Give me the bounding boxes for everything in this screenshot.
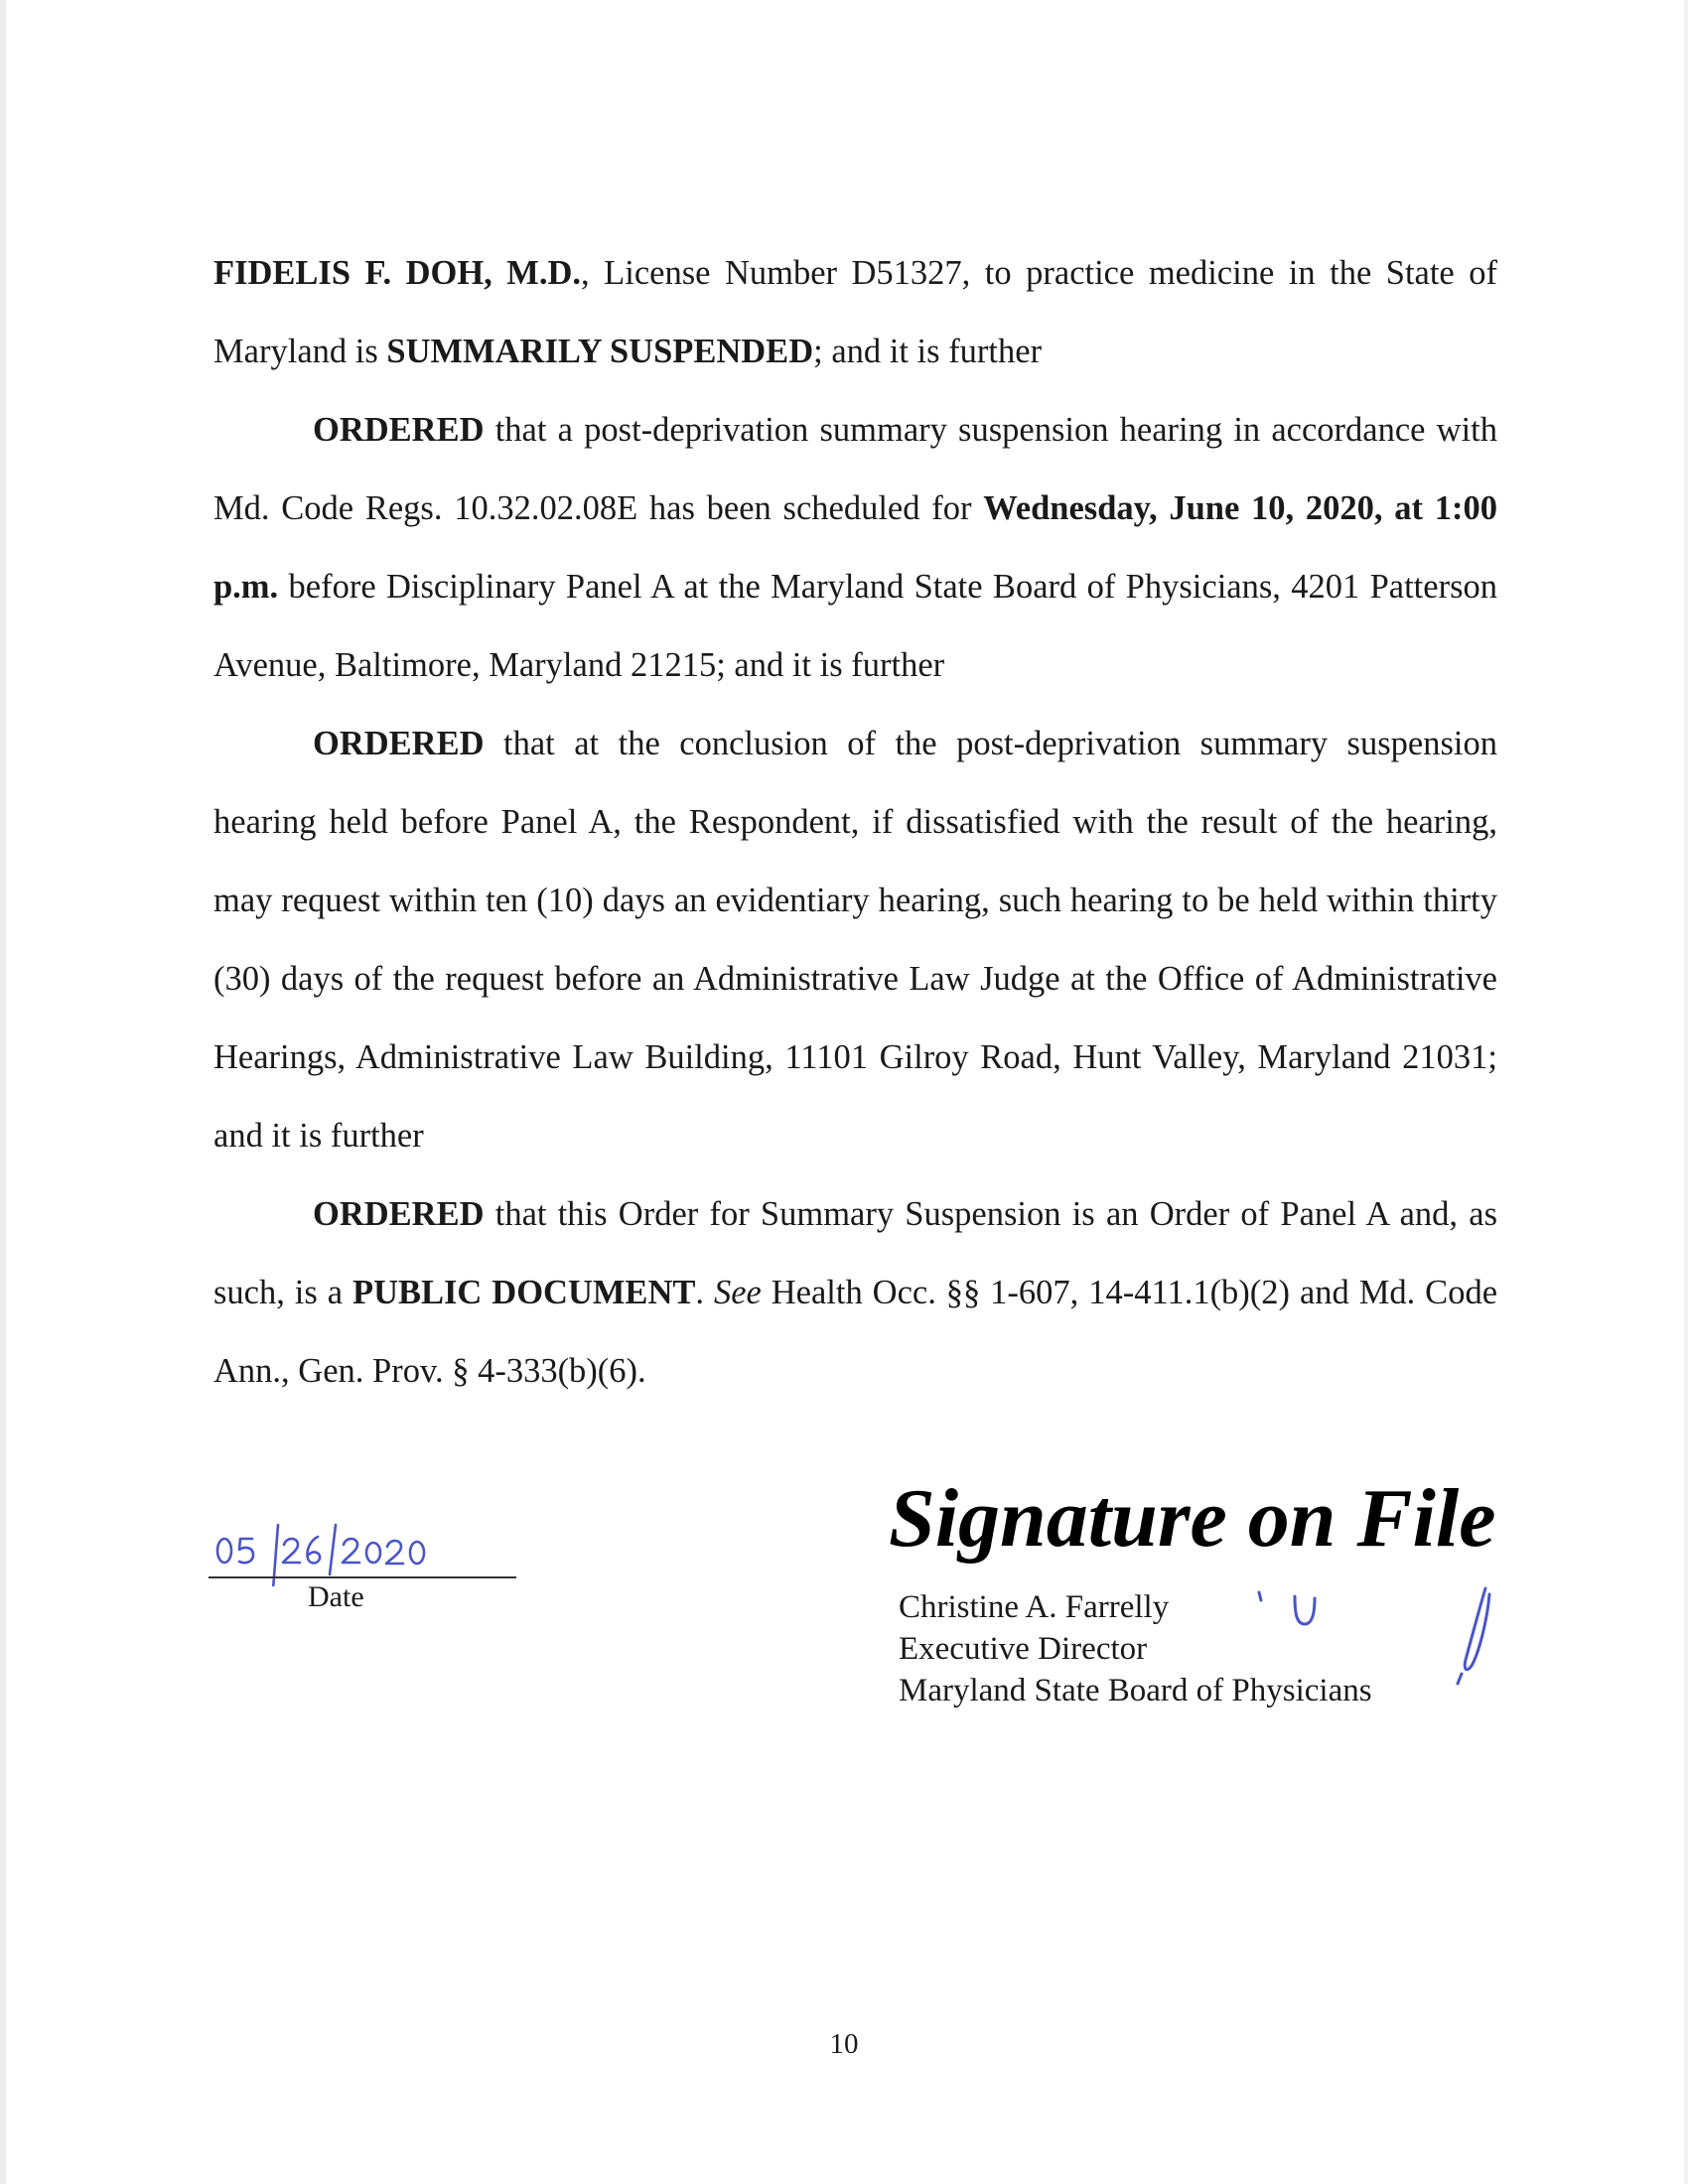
page-edge-right (1684, 0, 1688, 2184)
paragraph-suspension (213, 234, 1497, 391)
order-body (213, 234, 1497, 1411)
signer-name: Christine A. Farrelly (899, 1589, 1170, 1625)
paragraph-evidentiary-hearing (213, 705, 1497, 1175)
paragraph-text: Health Occ. §§ 1-607, 14-411.1(b)(2) and Md. Code Ann., Gen. Prov. § 4-333(b)(6). (213, 1274, 1498, 1390)
signature-ink-marks (1201, 1578, 1499, 1727)
paragraph-text: , License Number D51327, to practice medicine in the State of Maryland is (213, 254, 1497, 370)
paragraph-text: that a post-deprivation summary suspension hearing in accordance with Md. Code Regs. 10.32.02.08E has been scheduled for (213, 411, 1497, 527)
date-label: Date (308, 1580, 364, 1613)
date-signature-line (209, 1576, 516, 1578)
hearing-datetime: Wednesday, June 10, 2020, at 1:00 p.m. (213, 489, 1497, 606)
respondent-name: FIDELIS F. DOH, M.D. (213, 254, 582, 292)
paragraph-hearing-schedule (213, 391, 1497, 705)
see-citation-signal: See (713, 1274, 762, 1311)
paragraph-text: before Disciplinary Panel A at the Maryland State Board of Physicians, 4201 Patterson Avenue, Baltimore, Maryland 21215; and it is further (213, 568, 1497, 684)
ordered-keyword: ORDERED (313, 1195, 485, 1233)
page-number: 10 (829, 2028, 859, 2060)
paragraph-public-document (213, 1175, 1497, 1411)
signer-organization: Maryland State Board of Physicians (899, 1673, 1372, 1708)
paragraph-text: that this Order for Summary Suspension is an Order of Panel A and, as such, is a (213, 1195, 1497, 1311)
signer-title: Executive Director (899, 1631, 1148, 1667)
paragraph-text: . (695, 1274, 714, 1311)
paragraph-text: ; and it is further (813, 333, 1043, 370)
public-document-label: PUBLIC DOCUMENT (352, 1274, 696, 1311)
signature-on-file: Signature on File (889, 1472, 1496, 1565)
ordered-keyword: ORDERED (313, 411, 485, 449)
ordered-keyword: ORDERED (313, 725, 485, 762)
paragraph-text: that at the conclusion of the post-deprivation summary suspension hearing held before Panel A, the Respondent, if dissatisfied with the result of the hearing, may request within ten (10) days an evidentiary hearing, such hearing to be held within thirty (30) days of the request before an Administrative Law Judge at the Office of Administrative Hearings, Administrative Law Building, 11101 Gilroy Road, Hunt Valley, Maryland 21031; and it is further (213, 725, 1497, 1155)
suspension-status: SUMMARILY SUSPENDED (386, 333, 814, 370)
page-edge-left (0, 0, 6, 2184)
